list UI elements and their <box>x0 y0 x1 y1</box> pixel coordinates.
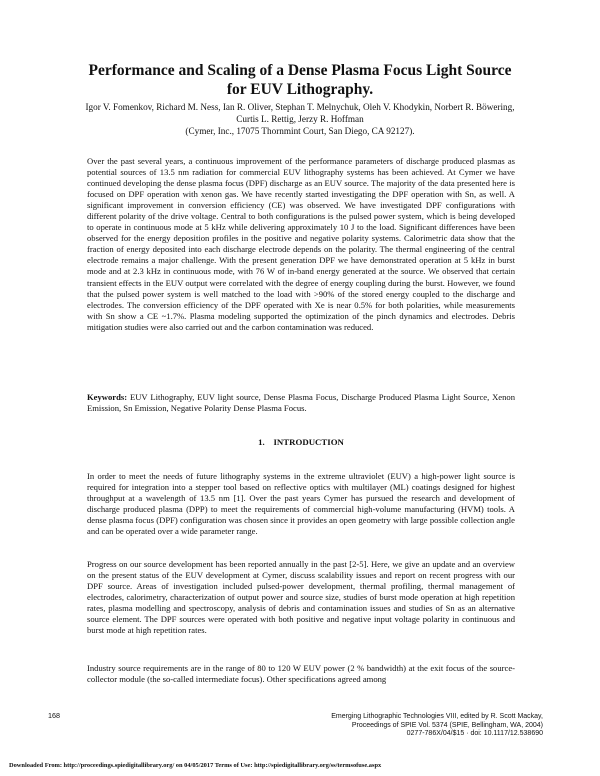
section-title: INTRODUCTION <box>273 437 344 447</box>
affiliation: (Cymer, Inc., 17075 Thornmint Court, San Diego, CA 92127). <box>185 126 415 136</box>
intro-paragraph: Industry source requirements are in the range of 80 to 120 W EUV power (2 % bandwidth) at the exit focus of the source-collector module (the so-called intermediate focus). Other specifications agreed among <box>87 663 515 685</box>
section-number: 1. <box>258 437 265 447</box>
proceedings-reference <box>283 713 543 739</box>
intro-paragraph: Progress on our source development has been reported annually in the past [2-5]. Here, we give an update and an overview on the present status of the EUV development at Cymer, discuss scalability issues and report on recent progress with our DPF source. Areas of investigation included pulsed-power development, thermal profiling, thermal management of electrodes, calorimetry, characterization of output power and source size, studies of burst mode operation at high repetition rates, plasma modelling and spectroscopy, analysis of debris and contamination issues and studies of Sn as an alternative source element. The DPF sources were operated with both positive and negative input voltage polarity in continuous and burst mode at high repetition rates. <box>87 559 515 636</box>
keywords-label: Keywords: <box>87 392 128 402</box>
reference-line: Emerging Lithographic Technologies VIII, edited by R. Scott Mackay, <box>331 713 543 720</box>
keywords <box>87 392 515 414</box>
reference-line: 0277-786X/04/$15 · doi: 10.1117/12.538690 <box>406 730 543 738</box>
reference-line: Proceedings of SPIE Vol. 5374 (SPIE, Bellingham, WA, 2004) <box>351 721 543 729</box>
author-block <box>82 101 518 137</box>
download-note: Downloaded From: http://proceedings.spiedigitallibrary.org/ on 04/05/2017 Terms of Use: http://spiedigitallibrary.org/ss/termsofuse.aspx <box>9 762 382 769</box>
abstract: Over the past several years, a continuous improvement of the performance parameters of discharge produced plasmas as potential sources of 13.5 nm radiation for commercial EUV lithography systems has been achieved. At Cymer we have continued developing the dense plasma focus (DPF) discharge as an EUV source. The majority of the data presented here is focused on DPF operation with xenon gas. We have recently started investigating the DPF operation with Sn, as well. A significant improvement in conversion efficiency (CE) was observed. We have investigated DPF configurations with different polarity of the drive voltage. Central to both configurations is the pulsed power system, which is being developed to operate in continuous mode at 5 kHz while delivering approximately 10 J to the load. Significant differences have been observed for the energy deposition profiles in the positive and negative polarity systems. Calorimetric data show that the fraction of energy deposited into each discharge electrode depends on the polarity. The thermal engineering of the central electrode remains a major challenge. With the present generation DPF we have demonstrated operation at 5 kHz in burst mode and at 2.3 kHz in continuous mode, with 76 W of in-band energy generated at the source. We observed that certain transient effects in the EUV output were correlated with the degree of energy coupling during the burst. However, we found that the pulsed power system is well matched to the load with >90% of the stored energy coupled to the discharge and electrodes. The conversion efficiency of the DPF operated with Xe is near 0.5% for both polarities, while measurements with Sn show a CE ~1.7%. Plasma modeling supported the optimization of the pinch dynamics and electrodes. Debris mitigation studies were also carried out and the carbon contamination was reduced. <box>87 156 515 332</box>
keywords-text: EUV Lithography, EUV light source, Dense Plasma Focus, Discharge Produced Plasma Light Source, Xenon Emission, Sn Emission, Negative Polarity Dense Plasma Focus. <box>87 392 515 413</box>
section-heading <box>87 437 515 448</box>
intro-paragraph: In order to meet the needs of future lithography systems in the extreme ultraviolet (EUV) a high-power light source is required for integration into a stepper tool based on reflective optics with multilayer (ML) coatings designed for highest throughput at a wavelength of 13.5 nm [1]. Over the past years Cymer has pursued the research and development of discharge produced plasma (DPP) to meet the requirements of commercial high-volume manufacturing (HVM) tools. A dense plasma focus (DPF) configuration was chosen since it provides an open geometry with large possible collection angle and can be operated over a wide parameter range. <box>87 471 515 537</box>
author-list: Igor V. Fomenkov, Richard M. Ness, Ian R. Oliver, Stephan T. Melnychuk, Oleh V. Khodykin, Norbert R. Böwering, Curtis L. Rettig, Jerzy R. Hoffman <box>85 102 515 124</box>
paper-title: Performance and Scaling of a Dense Plasma Focus Light Source for EUV Lithography. <box>88 62 512 98</box>
page-number: 168 <box>48 711 60 720</box>
